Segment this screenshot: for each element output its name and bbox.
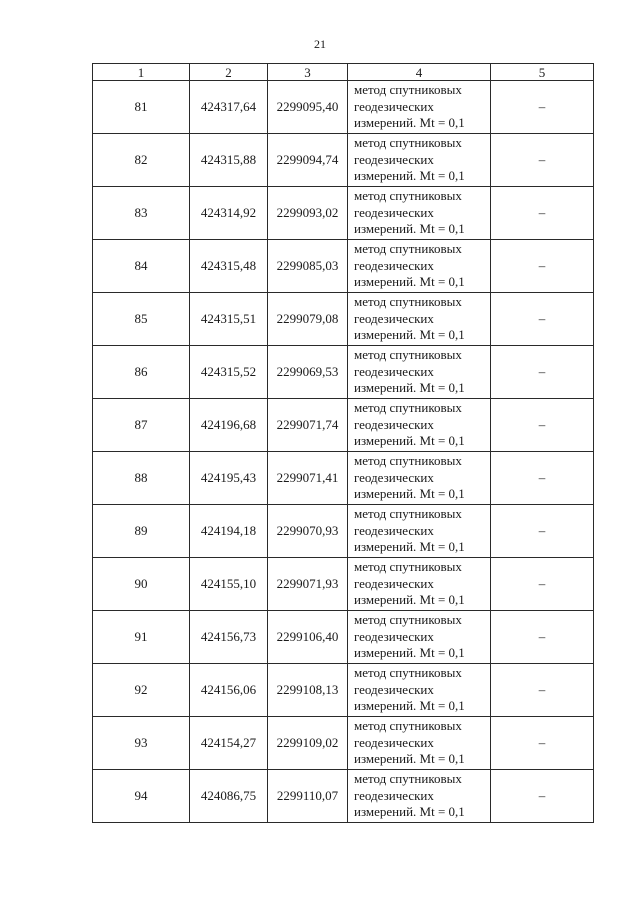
column-5-value: – xyxy=(491,399,594,452)
table-row xyxy=(93,81,594,134)
coordinate-x: 424315,88 xyxy=(190,134,268,187)
method-line-1: метод спутниковых xyxy=(354,718,462,734)
column-5-value: – xyxy=(491,717,594,770)
coordinate-x: 424315,52 xyxy=(190,346,268,399)
point-number: 94 xyxy=(93,770,190,823)
method-line-1: метод спутниковых xyxy=(354,612,462,628)
method-description xyxy=(348,611,491,664)
method-description xyxy=(348,346,491,399)
point-number: 86 xyxy=(93,346,190,399)
method-description xyxy=(348,452,491,505)
table-row xyxy=(93,452,594,505)
method-description xyxy=(348,187,491,240)
coordinate-x: 424156,06 xyxy=(190,664,268,717)
method-line-1: метод спутниковых xyxy=(354,241,462,257)
method-line-3: измерений. Mt = 0,1 xyxy=(354,433,465,449)
method-description xyxy=(348,770,491,823)
method-line-1: метод спутниковых xyxy=(354,400,462,416)
method-description xyxy=(348,81,491,134)
header-col-5: 5 xyxy=(491,64,594,81)
method-line-1: метод спутниковых xyxy=(354,506,462,522)
method-description xyxy=(348,505,491,558)
coordinate-y: 2299071,41 xyxy=(268,452,348,505)
table-row xyxy=(93,770,594,823)
point-number: 91 xyxy=(93,611,190,664)
column-5-value: – xyxy=(491,293,594,346)
method-description xyxy=(348,293,491,346)
method-line-2: геодезических xyxy=(354,98,434,114)
method-line-1: метод спутниковых xyxy=(354,453,462,469)
coordinate-y: 2299109,02 xyxy=(268,717,348,770)
method-line-3: измерений. Mt = 0,1 xyxy=(354,274,465,290)
method-line-3: измерений. Mt = 0,1 xyxy=(354,698,465,714)
method-line-1: метод спутниковых xyxy=(354,294,462,310)
method-line-1: метод спутниковых xyxy=(354,82,462,98)
method-line-2: геодезических xyxy=(354,681,434,697)
method-line-3: измерений. Mt = 0,1 xyxy=(354,539,465,555)
coordinate-x: 424195,43 xyxy=(190,452,268,505)
coordinate-y: 2299069,53 xyxy=(268,346,348,399)
method-line-2: геодезических xyxy=(354,257,434,273)
table-row xyxy=(93,558,594,611)
method-line-2: геодезических xyxy=(354,787,434,803)
point-number: 90 xyxy=(93,558,190,611)
point-number: 87 xyxy=(93,399,190,452)
coordinate-x: 424315,51 xyxy=(190,293,268,346)
method-line-2: геодезических xyxy=(354,628,434,644)
table-row xyxy=(93,346,594,399)
method-line-2: геодезических xyxy=(354,416,434,432)
coordinate-x: 424314,92 xyxy=(190,187,268,240)
method-line-1: метод спутниковых xyxy=(354,188,462,204)
column-5-value: – xyxy=(491,346,594,399)
coordinate-x: 424156,73 xyxy=(190,611,268,664)
coordinate-y: 2299110,07 xyxy=(268,770,348,823)
table-row xyxy=(93,293,594,346)
coordinate-y: 2299071,93 xyxy=(268,558,348,611)
coordinate-y: 2299079,08 xyxy=(268,293,348,346)
method-description xyxy=(348,134,491,187)
table-row xyxy=(93,240,594,293)
point-number: 93 xyxy=(93,717,190,770)
point-number: 89 xyxy=(93,505,190,558)
method-line-2: геодезических xyxy=(354,469,434,485)
coordinate-x: 424196,68 xyxy=(190,399,268,452)
coordinate-x: 424086,75 xyxy=(190,770,268,823)
coordinate-x: 424315,48 xyxy=(190,240,268,293)
method-description xyxy=(348,717,491,770)
method-description xyxy=(348,399,491,452)
method-line-3: измерений. Mt = 0,1 xyxy=(354,592,465,608)
coordinate-x: 424154,27 xyxy=(190,717,268,770)
method-line-2: геодезических xyxy=(354,204,434,220)
coordinate-y: 2299095,40 xyxy=(268,81,348,134)
coordinate-x: 424317,64 xyxy=(190,81,268,134)
method-description xyxy=(348,664,491,717)
table-row xyxy=(93,134,594,187)
column-5-value: – xyxy=(491,770,594,823)
column-5-value: – xyxy=(491,81,594,134)
coordinate-y: 2299108,13 xyxy=(268,664,348,717)
coordinate-y: 2299094,74 xyxy=(268,134,348,187)
header-col-3: 3 xyxy=(268,64,348,81)
method-line-3: измерений. Mt = 0,1 xyxy=(354,327,465,343)
point-number: 83 xyxy=(93,187,190,240)
coordinate-y: 2299070,93 xyxy=(268,505,348,558)
point-number: 88 xyxy=(93,452,190,505)
table-row xyxy=(93,505,594,558)
method-line-3: измерений. Mt = 0,1 xyxy=(354,168,465,184)
point-number: 81 xyxy=(93,81,190,134)
method-line-3: измерений. Mt = 0,1 xyxy=(354,804,465,820)
table-row xyxy=(93,717,594,770)
table-header-row xyxy=(93,64,594,81)
method-line-2: геодезических xyxy=(354,310,434,326)
page-number: 21 xyxy=(314,37,326,51)
column-5-value: – xyxy=(491,187,594,240)
method-line-2: геодезических xyxy=(354,734,434,750)
method-line-1: метод спутниковых xyxy=(354,665,462,681)
header-col-1: 1 xyxy=(93,64,190,81)
method-line-1: метод спутниковых xyxy=(354,771,462,787)
method-line-2: геодезических xyxy=(354,522,434,538)
table-row xyxy=(93,187,594,240)
coordinate-y: 2299071,74 xyxy=(268,399,348,452)
column-5-value: – xyxy=(491,611,594,664)
method-line-2: геодезических xyxy=(354,575,434,591)
table-row xyxy=(93,399,594,452)
point-number: 92 xyxy=(93,664,190,717)
method-line-3: измерений. Mt = 0,1 xyxy=(354,645,465,661)
point-number: 84 xyxy=(93,240,190,293)
method-line-2: геодезических xyxy=(354,363,434,379)
method-line-3: измерений. Mt = 0,1 xyxy=(354,486,465,502)
method-line-1: метод спутниковых xyxy=(354,347,462,363)
method-line-3: измерений. Mt = 0,1 xyxy=(354,751,465,767)
column-5-value: – xyxy=(491,134,594,187)
point-number: 82 xyxy=(93,134,190,187)
coordinate-x: 424155,10 xyxy=(190,558,268,611)
table-row xyxy=(93,664,594,717)
column-5-value: – xyxy=(491,240,594,293)
column-5-value: – xyxy=(491,558,594,611)
method-description xyxy=(348,558,491,611)
method-line-1: метод спутниковых xyxy=(354,135,462,151)
method-description xyxy=(348,240,491,293)
column-5-value: – xyxy=(491,505,594,558)
point-number: 85 xyxy=(93,293,190,346)
method-line-1: метод спутниковых xyxy=(354,559,462,575)
column-5-value: – xyxy=(491,664,594,717)
method-line-2: геодезических xyxy=(354,151,434,167)
coordinate-y: 2299106,40 xyxy=(268,611,348,664)
table-body xyxy=(93,81,594,823)
coordinates-table xyxy=(92,63,594,823)
method-line-3: измерений. Mt = 0,1 xyxy=(354,221,465,237)
coordinate-y: 2299085,03 xyxy=(268,240,348,293)
coordinate-y: 2299093,02 xyxy=(268,187,348,240)
method-line-3: измерений. Mt = 0,1 xyxy=(354,115,465,131)
table-row xyxy=(93,611,594,664)
method-line-3: измерений. Mt = 0,1 xyxy=(354,380,465,396)
column-5-value: – xyxy=(491,452,594,505)
header-col-2: 2 xyxy=(190,64,268,81)
header-col-4: 4 xyxy=(348,64,491,81)
coordinate-x: 424194,18 xyxy=(190,505,268,558)
